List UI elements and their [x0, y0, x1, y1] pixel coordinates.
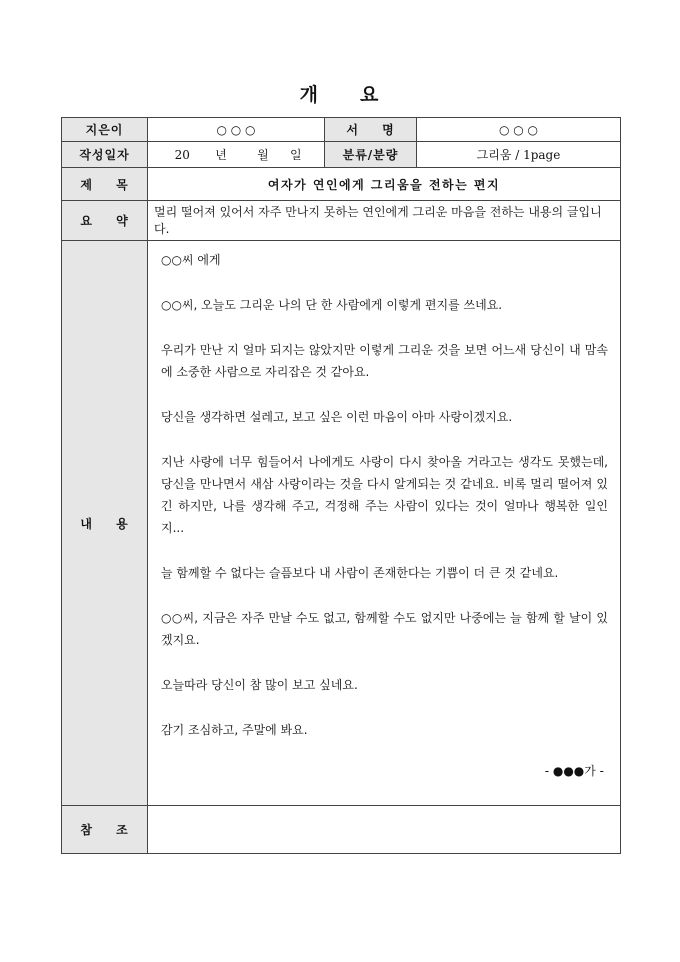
author-row — [62, 118, 621, 142]
author-label: 지은이 — [62, 118, 148, 142]
letter-greeting: ○○씨 에게 — [161, 253, 221, 267]
date-row — [62, 142, 621, 168]
letter-title[interactable]: 여자가 연인에게 그리움을 전하는 편지 — [148, 168, 621, 201]
date-month-unit: 월 — [257, 148, 269, 162]
overview-form-table — [61, 117, 621, 854]
date-value[interactable] — [148, 142, 325, 168]
date-label: 작성일자 — [62, 142, 148, 168]
page-title — [0, 80, 680, 107]
summary-row — [62, 201, 621, 241]
category-value[interactable]: 그리움 / 1page — [417, 142, 621, 168]
reference-label: 참 조 — [62, 806, 148, 854]
reference-value[interactable] — [148, 806, 621, 854]
signature-name-label: 서 명 — [325, 118, 417, 142]
page-title-right: 요 — [360, 84, 381, 106]
date-day-unit: 일 — [289, 148, 302, 162]
letter-paragraph: 오늘따라 당신이 참 많이 보고 싶네요. — [161, 678, 358, 692]
letter-paragraph: 늘 함께할 수 없다는 슬픔보다 내 사람이 존재한다는 기쁨이 더 큰 것 같네요. — [161, 566, 559, 580]
letter-paragraph: ○○씨, 지금은 자주 만날 수도 없고, 함께할 수도 없지만 나중에는 늘 함께 할 날이 있겠지요. — [161, 611, 608, 647]
summary-text[interactable]: 멀리 떨어져 있어서 자주 만나지 못하는 연인에게 그리운 마음을 전하는 내용의 글입니다. — [148, 201, 621, 241]
reference-row — [62, 806, 621, 854]
letter-paragraph: 당신을 생각하면 설레고, 보고 싶은 이런 마음이 아마 사랑이겠지요. — [161, 410, 513, 424]
letter-paragraph: ○○씨, 오늘도 그리운 나의 단 한 사람에게 이렇게 편지를 쓰네요. — [161, 298, 503, 312]
letter-paragraph: 우리가 만난 지 얼마 되지는 않았지만 이렇게 그리운 것을 보면 어느새 당신이 내 맘속에 소중한 사람으로 자리잡은 것 같아요. — [161, 343, 608, 379]
category-label: 분류/분량 — [325, 142, 417, 168]
page-title-left: 개 — [299, 84, 320, 106]
signature-name-value[interactable]: ○ ○ ○ — [417, 118, 621, 142]
letter-paragraph: 지난 사랑에 너무 힘들어서 나에게도 사랑이 다시 찾아올 거라고는 생각도 못했는데, 당신을 만나면서 새삼 사랑이라는 것을 다시 알게되는 것 같네요. 비록 멀리 떨어져 있긴 하지만, 나를 생각해 주고, 걱정해 주는 사람이 있다는 것이 얼마나 행복한 일인지... — [161, 455, 608, 535]
title-label: 제 목 — [62, 168, 148, 201]
letter-closing: 감기 조심하고, 주말에 봐요. — [161, 723, 308, 737]
letter-body[interactable] — [148, 241, 621, 806]
title-row — [62, 168, 621, 201]
date-year: 20 — [174, 148, 190, 162]
summary-label: 요 약 — [62, 201, 148, 241]
content-row — [62, 241, 621, 806]
content-label: 내 용 — [62, 241, 148, 806]
author-value[interactable]: ○ ○ ○ — [148, 118, 325, 142]
letter-signature: - ●●●가 - — [544, 764, 604, 778]
date-year-unit: 년 — [215, 148, 227, 162]
